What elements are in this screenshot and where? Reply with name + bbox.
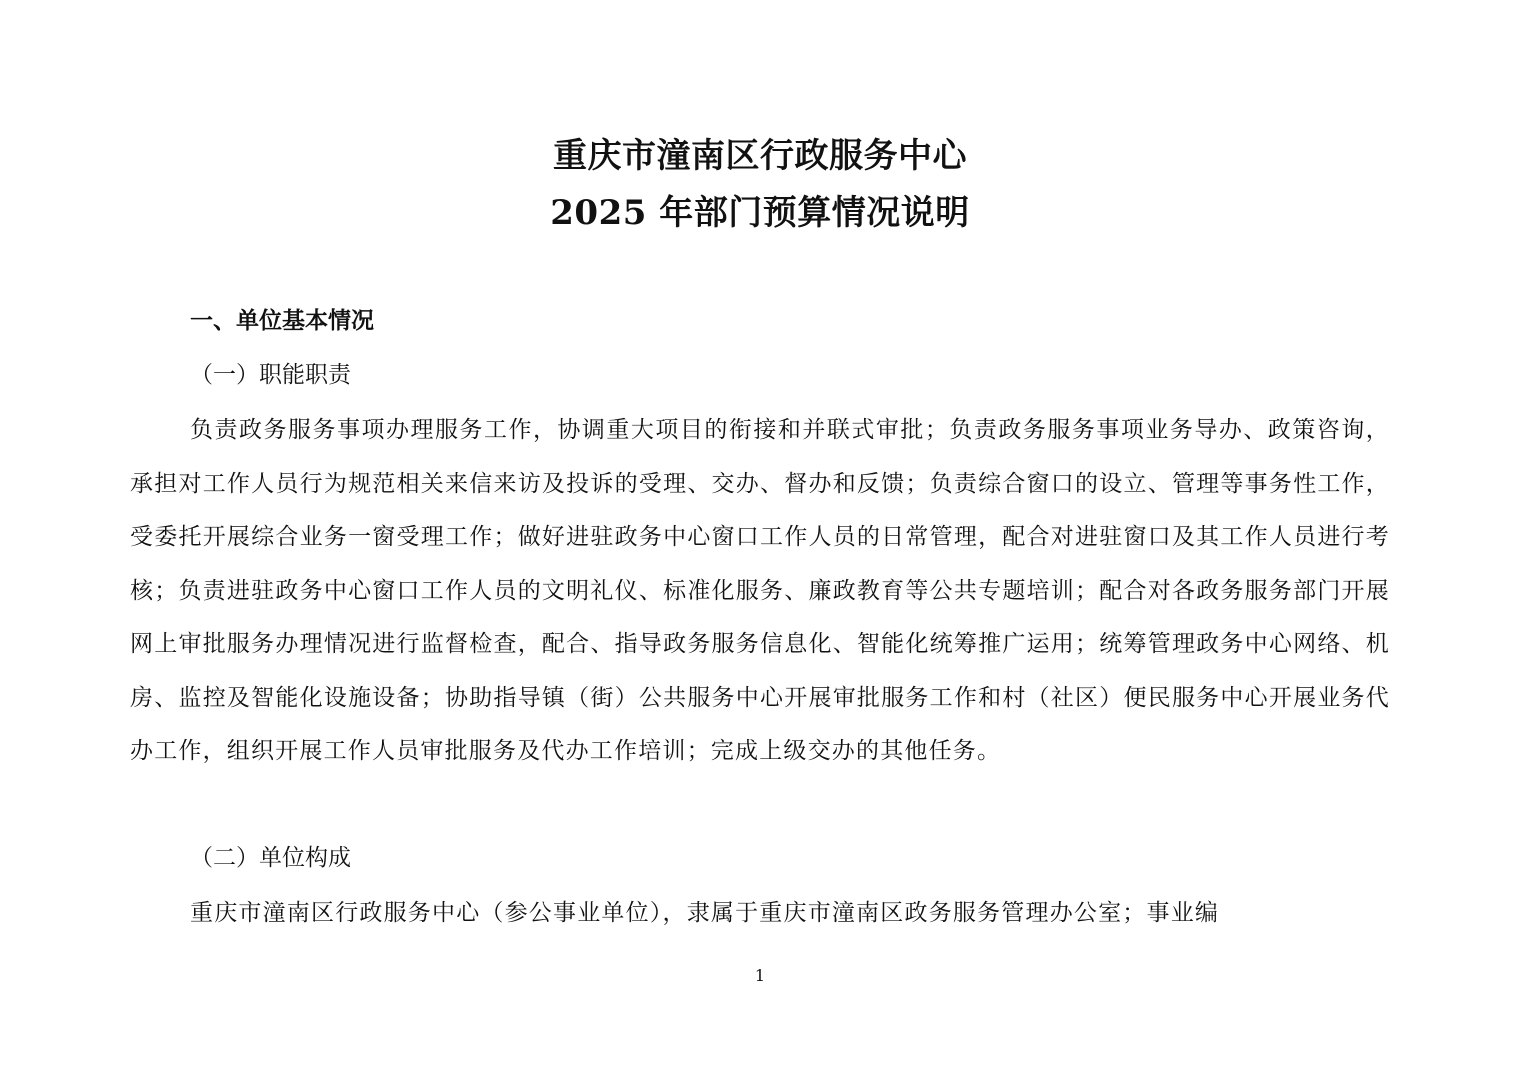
subsection-heading-composition: （二）单位构成 xyxy=(190,845,351,871)
page-number: 1 xyxy=(754,966,766,985)
paragraph-composition: 重庆市潼南区行政服务中心（参公事业单位），隶属于重庆市潼南区政务服务管理办公室；事业编 xyxy=(190,900,1220,926)
document-title-line-1: 重庆市潼南区行政服务中心 xyxy=(553,136,967,176)
subsection-heading-functions: （一）职能职责 xyxy=(190,362,351,388)
section-heading-basic-info: 一、单位基本情况 xyxy=(190,308,374,334)
paragraph-functions: 负责政务服务事项办理服务工作，协调重大项目的衔接和并联式审批；负责政务服务事项业务导办、政策咨询，承担对工作人员行为规范相关来信来访及投诉的受理、交办、督办和反馈；负责综合窗口的设立、管理等事务性工作，受委托开展综合业务一窗受理工作；做好进驻政务中心窗口工作人员的日常管理，配合对进驻窗口及其工作人员进行考核；负责进驻政务中心窗口工作人员的文明礼仪、标准化服务、廉政教育等公共专题培训；配合对各政务服务部门开展网上审批服务办理情况进行监督检查，配合、指导政务服务信息化、智能化统筹推广运用；统筹管理政务中心网络、机房、监控及智能化设施设备；协助指导镇（街）公共服务中心开展审批服务工作和村（社区）便民服务中心开展业务代办工作，组织开展工作人员审批服务及代办工作培训；完成上级交办的其他任务。 xyxy=(130,417,1390,764)
document-title-line-2: 2025 年部门预算情况说明 xyxy=(550,193,970,233)
